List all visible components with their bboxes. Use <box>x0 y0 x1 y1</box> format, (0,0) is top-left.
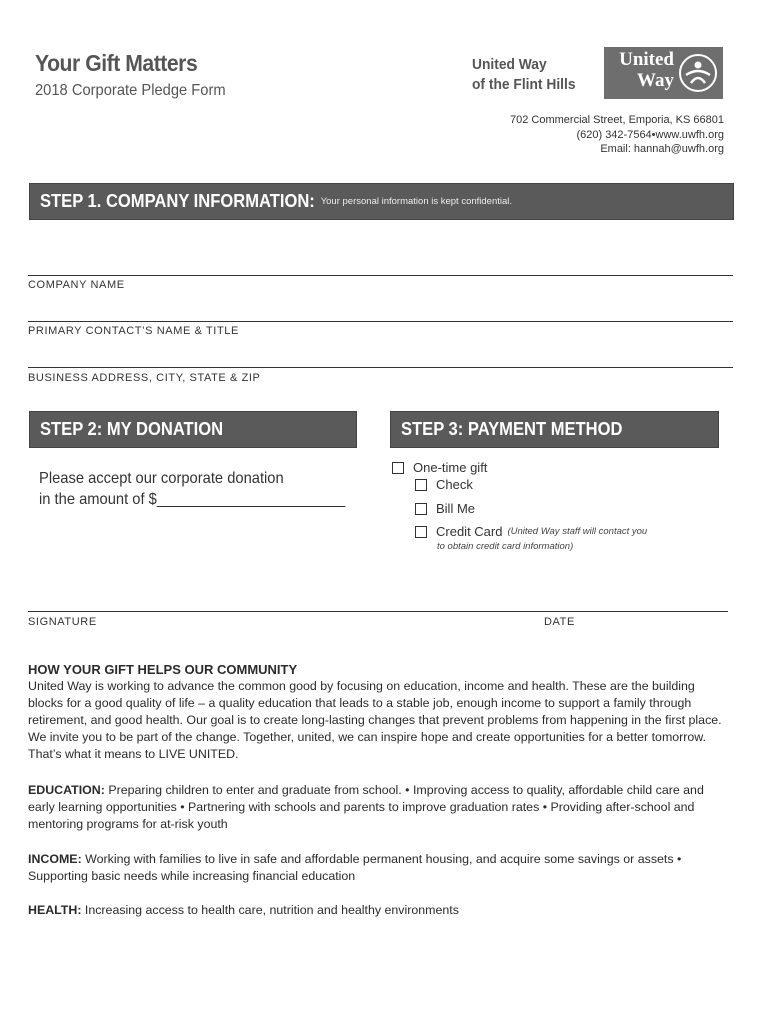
education-text: Preparing children to enter and graduate from school. • Improving access to quality, affordable child care and early learning opportunities • Partnering with schools and parents to improve graduation rates • Providing after-school and mentoring programs for at-risk youth <box>28 783 704 831</box>
company-name-label: COMPANY NAME <box>28 279 125 291</box>
signature-label: SIGNATURE <box>28 616 97 628</box>
income-text: Working with families to live in safe and affordable permanent housing, and acquire some savings or assets • Supporting basic needs while increasing financial education <box>28 852 682 883</box>
health-paragraph <box>28 902 728 919</box>
bill-me-label: Bill Me <box>436 501 476 516</box>
credit-card-label: Credit Card <box>436 524 503 539</box>
business-address-field[interactable] <box>28 367 733 368</box>
info-heading: HOW YOUR GIFT HELPS OUR COMMUNITY <box>28 662 298 677</box>
step3-header <box>390 411 719 448</box>
income-paragraph <box>28 851 728 885</box>
check-label: Check <box>436 477 473 492</box>
org-name-line2: of the Flint Hills <box>472 76 576 93</box>
credit-card-checkbox[interactable] <box>415 526 427 538</box>
signature-field[interactable] <box>28 611 728 612</box>
info-intro: United Way is working to advance the common good by focusing on education, income and health. These are the building blocks for a good quality of life – a quality education that leads to a stable job, enough income to support a family through retirement, and good health. Our goal is to create long-lasting changes that prevent problems from happening in the first place. We invite you to be part of the change. Together, united, we can inspire hope and create opportunities for a better tomorrow. That’s what it means to LIVE UNITED. <box>28 679 722 761</box>
step2-title: STEP 2: MY DONATION <box>40 419 224 439</box>
united-way-emblem-icon <box>678 53 718 93</box>
community-info <box>28 661 728 763</box>
address-email: Email: hannah@uwfh.org <box>600 143 724 155</box>
company-name-field[interactable] <box>28 275 733 276</box>
credit-card-note-line2: to obtain credit card information) <box>437 541 574 552</box>
education-paragraph <box>28 782 728 833</box>
step1-header <box>29 183 734 220</box>
contact-name-label: PRIMARY CONTACT’S NAME & TITLE <box>28 325 239 337</box>
credit-card-note-line1: (United Way staff will contact you <box>507 526 648 537</box>
check-checkbox[interactable] <box>415 479 427 491</box>
united-way-logo <box>604 47 723 99</box>
bill-me-option[interactable] <box>415 501 475 516</box>
logo-line1: United <box>619 49 674 70</box>
one-time-gift-label: One-time gift <box>413 460 488 475</box>
step3-title: STEP 3: PAYMENT METHOD <box>401 419 623 439</box>
org-name-line1: United Way <box>472 56 547 73</box>
health-text: Increasing access to health care, nutrition and healthy environments <box>81 903 459 917</box>
education-label: EDUCATION: <box>28 783 105 797</box>
contact-name-field[interactable] <box>28 321 733 322</box>
logo-line2: Way <box>637 70 674 91</box>
bill-me-checkbox[interactable] <box>415 503 427 515</box>
step1-confidential-note: Your personal information is kept confidential. <box>320 196 513 207</box>
donation-statement <box>39 468 345 510</box>
logo-wordmark <box>610 49 674 91</box>
income-label: INCOME: <box>28 852 82 866</box>
page-title: Your Gift Matters <box>35 50 198 76</box>
date-label: DATE <box>544 616 575 628</box>
one-time-gift-option[interactable] <box>392 460 487 475</box>
donation-line1: Please accept our corporate donation <box>39 470 284 487</box>
one-time-gift-checkbox[interactable] <box>392 462 404 474</box>
step1-title: STEP 1. COMPANY INFORMATION: <box>40 191 315 211</box>
address-street: 702 Commercial Street, Emporia, KS 66801 <box>510 114 724 126</box>
credit-card-option[interactable] <box>415 524 647 539</box>
check-option[interactable] <box>415 477 473 492</box>
donation-amount-field[interactable]: in the amount of $_______________________ <box>39 491 346 508</box>
business-address-label: BUSINESS ADDRESS, CITY, STATE & ZIP <box>28 372 261 384</box>
step2-header <box>29 411 357 448</box>
health-label: HEALTH: <box>28 903 82 917</box>
organization-name <box>472 55 576 95</box>
address-phone-web: (620) 342-7564•www.uwfh.org <box>576 128 724 141</box>
page-subtitle: 2018 Corporate Pledge Form <box>35 82 226 99</box>
contact-address <box>510 113 724 157</box>
